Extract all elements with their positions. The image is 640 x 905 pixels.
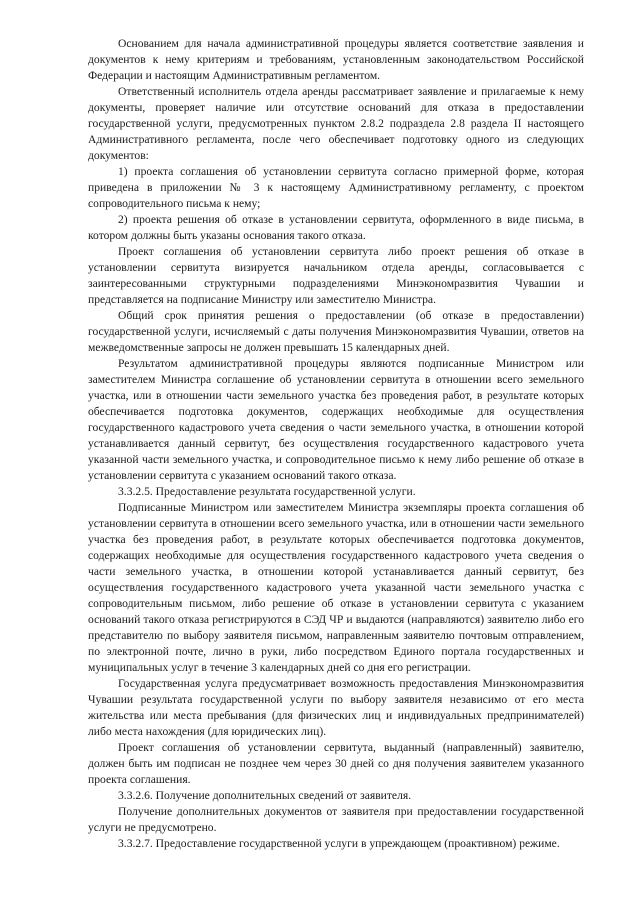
paragraph-additional-docs: Получение дополнительных документов от заявителя при предоставлении государственной услуги не предусмотрено. [88, 805, 584, 834]
paragraph-deadline: Общий срок принятия решения о предоставлении (об отказе в предоставлении) государственной услуги, исчисляемый с даты получения Минэкономразвития Чувашии, ответов на межведомственные запросы не должен превышать 15 календарных дней. [88, 309, 584, 354]
section-heading-3-3-2-7: 3.3.2.7. Предоставление государственной услуги в упреждающем (проактивном) режиме. [118, 837, 560, 850]
paragraph-delivery: Подписанные Министром или заместителем Министра экземпляры проекта соглашения об установлении сервитута в отношении всего земельного участка, или в отношении части земельного участка без проведения работ, в результате которых обеспечивается подготовка документов, содержащих необходимые для осуществления государственного кадастрового учета сведения о части земельного участка, в отношении которой устанавливается данный сервитут, без осуществления государственного кадастрового учета указанной части земельного участка с сопроводительным письмом, либо решение об отказе в установлении сервитута с указанием оснований такого отказа регистрируются в СЭД ЧР и выдаются (направляются) заявителю либо его представителю по выбору заявителя письмом, направленным заявителю почтовым отправлением, по электронной почте, лично в руки, либо посредством Единого портала государственных и муниципальных услуг в течение 3 календарных дней со дня его регистрации. [88, 501, 584, 674]
paragraph-approval: Проект соглашения об установлении сервитута либо проект решения об отказе в установлении сервитута визируется начальником отдела аренды, согласовывается с заинтересованными структурными подразделениями Минэкономразвития Чувашии и представляется на подписание Министру или заместителю Министра. [88, 245, 584, 306]
section-heading-3-3-2-6: 3.3.2.6. Получение дополнительных сведений от заявителя. [118, 789, 412, 802]
paragraph-extraterritorial: Государственная услуга предусматривает возможность предоставления Минэкономразвития Чувашии результата государственной услуги по выбору заявителя независимо от его места жительства или места пребывания (для физических лиц и индивидуальных предпринимателей) либо места нахождения (для юридических лиц). [88, 677, 584, 738]
section-heading-3-3-2-5: 3.3.2.5. Предоставление результата государственной услуги. [118, 485, 416, 498]
paragraph-signing-term: Проект соглашения об установлении сервитута, выданный (направленный) заявителю, должен быть им подписан не позднее чем через 30 дней со дня получения заявителем указанного проекта соглашения. [88, 741, 584, 786]
paragraph-item-1: 1) проекта соглашения об установлении сервитута согласно примерной форме, которая приведена в приложении № 3 к настоящему Административному регламенту, с проектом сопроводительного письма к нему; [88, 165, 584, 210]
document-page [88, 36, 584, 852]
paragraph-result: Результатом административной процедуры являются подписанные Министром или заместителем Министра соглашение об установлении сервитута в отношении всего земельного участка, или в отношении части земельного участка без проведения работ, в результате которых обеспечивается подготовка документов, содержащих необходимые для осуществления государственного кадастрового учета сведения о части земельного участка, в отношении которой устанавливается данный сервитут, без осуществления государственного кадастрового учета указанной части земельного участка, и сопроводительное письмо к нему либо решение об отказе в установлении сервитута с указанием оснований такого отказа. [88, 357, 584, 482]
paragraph-item-2: 2) проекта решения об отказе в установлении сервитута, оформленного в виде письма, в котором должны быть указаны основания такого отказа. [88, 213, 584, 242]
paragraph-basis: Основанием для начала административной процедуры является соответствие заявления и документов к нему критериям и требованиям, установленным законодательством Российской Федерации и настоящим Административным регламентом. [88, 37, 584, 82]
paragraph-executor-review: Ответственный исполнитель отдела аренды рассматривает заявление и прилагаемые к нему документы, проверяет наличие или отсутствие оснований для отказа в предоставлении государственной услуги, предусмотренных пунктом 2.8.2 подраздела 2.8 раздела II настоящего Административного регламента, после чего обеспечивает подготовку одного из следующих документов: [88, 85, 584, 162]
